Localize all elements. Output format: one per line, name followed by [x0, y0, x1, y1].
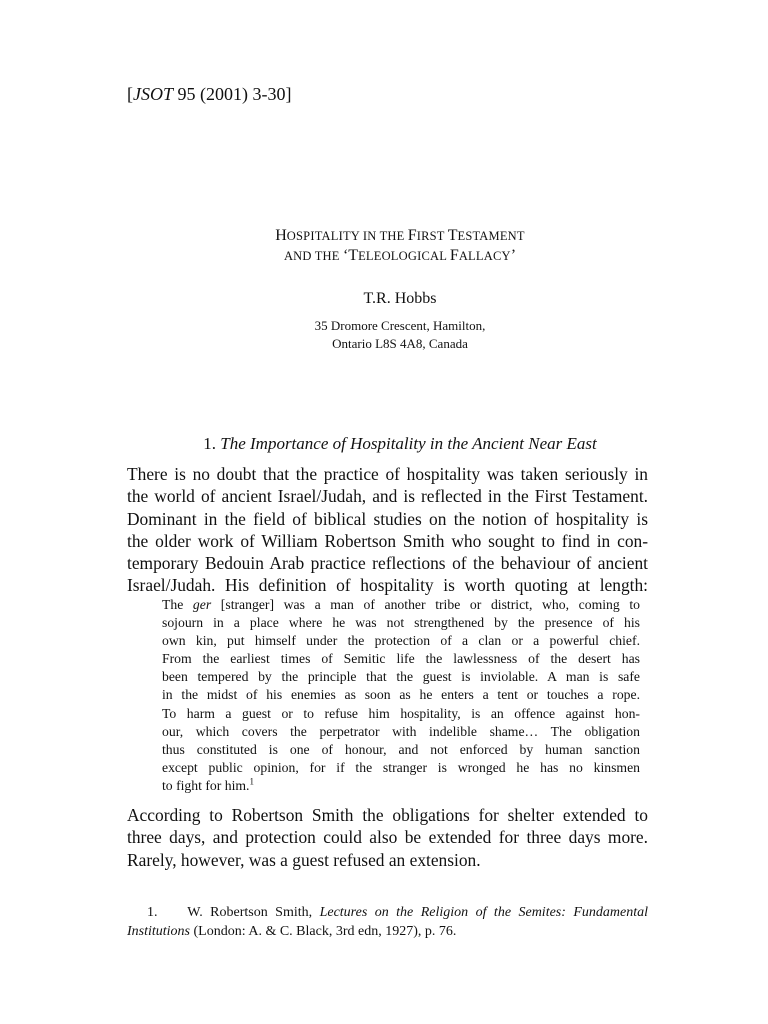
text-line: There is no doubt that the practice of hospitality was taken seriously in [127, 464, 648, 484]
block-quote [162, 596, 640, 795]
quote-text: to fight for him. [162, 777, 250, 793]
footnote-reference[interactable]: 1 [249, 776, 254, 787]
footnote-title: Institutions [127, 924, 191, 939]
journal-citation [127, 84, 291, 105]
footnote-author: W. Robertson Smith, [187, 905, 320, 920]
quote-line: our, which covers the perpetrator with indelible shame… The obligation [162, 723, 640, 739]
text-line: the world of ancient Israel/Judah, and is reflected in the First Testament. [127, 486, 648, 507]
quote-line: From the earliest times of Semitic life the lawlessness of the desert has [162, 651, 640, 667]
quote-text: [stranger] was a man of another tribe or district, who, coming to [211, 597, 640, 612]
citation-details: 95 (2001) 3-30] [173, 84, 292, 104]
title-cap: F [449, 247, 459, 264]
quote-line: sojourn in a place where he was not strengthened by the presence of his [162, 615, 640, 631]
title-smallcaps: ALLACY [458, 249, 511, 263]
journal-name: JSOT [133, 84, 173, 104]
citation-open: [ [127, 84, 133, 104]
title-smallcaps: IRST [416, 229, 448, 243]
title-cap: T [447, 227, 458, 244]
footnote-line [127, 922, 648, 941]
quote-line: in the midst of his enemies as soon as he enters a tent or touches a rope. [162, 687, 640, 703]
title-smallcaps: ESTAMENT [457, 229, 525, 243]
footnote [127, 903, 648, 941]
title-cap: H [275, 227, 287, 244]
footnote-line [127, 903, 648, 922]
quote-line: thus constituted is one of honour, and not enforced by human sanction [162, 741, 640, 757]
quote-line: To harm a guest or to refuse him hospitality, is an offence against hon- [162, 705, 640, 721]
section-number: 1. [203, 434, 221, 453]
title-smallcaps: OSPITALITY IN THE [286, 229, 408, 243]
quote-text: The [162, 597, 193, 612]
quote-line [162, 596, 640, 614]
section-heading [0, 434, 768, 454]
title-cap: F [407, 227, 417, 244]
footnote-number: 1. [147, 905, 158, 920]
footnote-title: Lectures on the Religion of the Semites: Fundamental [319, 905, 649, 920]
quote-line: except public opinion, for if the stranger is wronged he has no kinsmen [162, 759, 640, 775]
quote-term: ger [192, 597, 212, 612]
body-paragraph-1 [127, 463, 648, 597]
text-line: temporary Bedouin Arab practice reflections of the behaviour of ancient [127, 553, 648, 574]
text-line: Rarely, however, was a guest refused an extension. [127, 849, 481, 870]
article-title-line-1 [0, 227, 768, 245]
quote-line [162, 777, 640, 795]
text-line: three days, and protection could also be extended for three days more. [127, 827, 648, 848]
body-paragraph-2 [127, 804, 648, 871]
text-line: According to Robertson Smith the obligations for shelter extended to [127, 805, 648, 825]
article-title-line-2 [0, 247, 768, 265]
text-line: Dominant in the field of biblical studies on the notion of hospitality is [127, 508, 648, 529]
text-line: Israel/Judah. His definition of hospitality is worth quoting at length: [127, 575, 648, 596]
text-line: the older work of William Robertson Smith who sought to find in con- [127, 530, 648, 551]
quote-line: own kin, put himself under the protection of a clan or a powerful chief. [162, 633, 640, 649]
author-address-line-2: Ontario L8S 4A8, Canada [332, 336, 468, 351]
author-name: T.R. Hobbs [363, 290, 437, 307]
footnote-publication: (London: A. & C. Black, 3rd edn, 1927), p. 76. [190, 924, 457, 939]
quote-line: been tempered by the principle that the guest is inviolable. A man is safe [162, 669, 640, 685]
author-address-line-1: 35 Dromore Crescent, Hamilton, [314, 318, 486, 333]
title-smallcaps: AND THE [283, 249, 343, 263]
section-title: The Importance of Hospitality in the Ancient Near East [220, 434, 597, 453]
title-close-quote: ’ [510, 247, 517, 264]
title-smallcaps: ELEOLOGICAL [358, 249, 450, 263]
title-cap: ‘T [342, 247, 359, 264]
